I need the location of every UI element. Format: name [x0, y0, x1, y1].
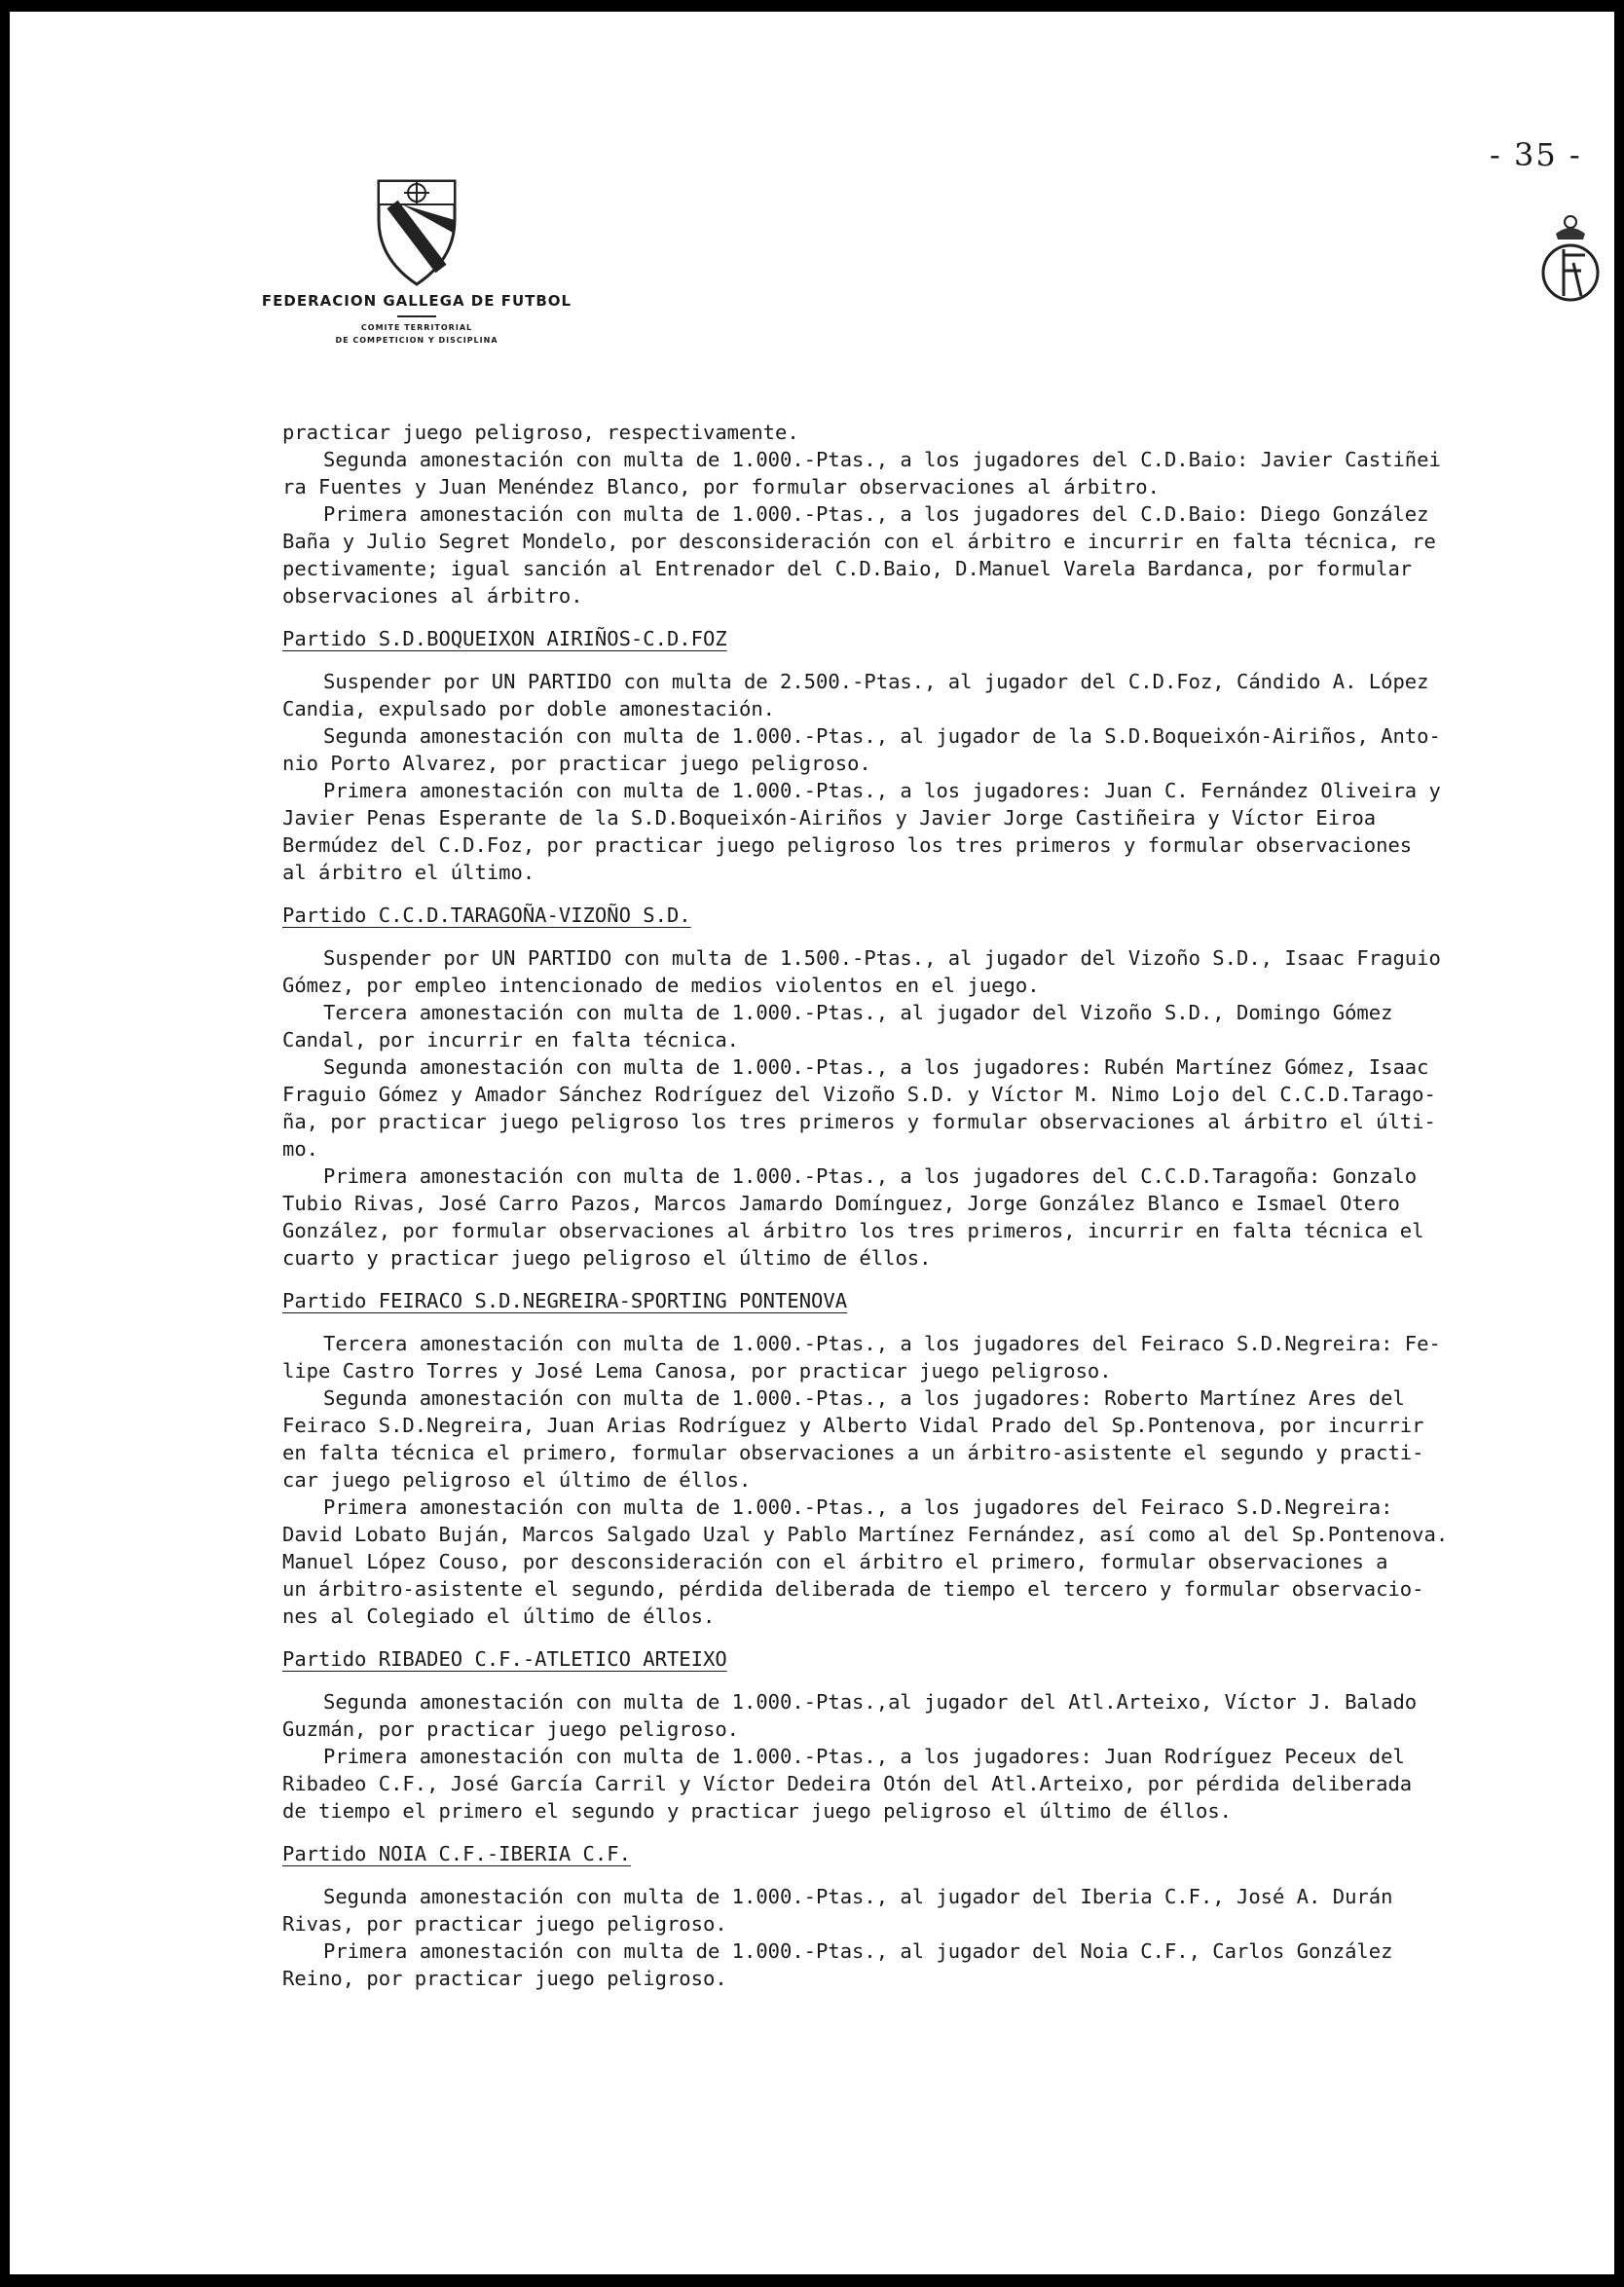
- text-line: Manuel López Couso, por desconsideración con el árbitro el primero, formular observaciones a: [282, 1550, 1388, 1573]
- text-line: de tiempo el primero el segundo y practicar juego peligroso el último de éllos.: [282, 1799, 1233, 1823]
- document-body: [282, 419, 1608, 1992]
- text-line: Segunda amonestación con multa de 1.000.-Ptas., a los jugadores del C.D.Baio: Javier Castiñei: [323, 448, 1441, 471]
- federation-name: FEDERACION GALLEGA DE FUTBOL: [261, 292, 572, 310]
- document-page: [10, 12, 1614, 2274]
- text-line: David Lobato Buján, Marcos Salgado Uzal y Pablo Martínez Fernández, así como al del Sp.Pontenova.: [282, 1523, 1449, 1546]
- match-heading: [282, 1645, 1608, 1673]
- text-line: practicar juego peligroso, respectivamente.: [282, 421, 799, 444]
- text-line: lipe Castro Torres y José Lema Canosa, por practicar juego peligroso.: [282, 1359, 1112, 1383]
- text-line: Primera amonestación con multa de 1.000.-Ptas., a los jugadores del Feiraco S.D.Negreira:: [323, 1495, 1393, 1519]
- text-line: mo.: [282, 1137, 319, 1161]
- match-heading-text: Partido S.D.BOQUEIXON AIRIÑOS-C.D.FOZ: [282, 627, 727, 650]
- text-line: Segunda amonestación con multa de 1.000.-Ptas., a los jugadores: Roberto Martínez Ares del: [323, 1386, 1405, 1410]
- text-line: Guzmán, por practicar juego peligroso.: [282, 1717, 739, 1741]
- text-line: en falta técnica el primero, formular observaciones a un árbitro-asistente el segundo y practi-: [282, 1441, 1424, 1464]
- text-line: Bermúdez del C.D.Foz, por practicar juego peligroso los tres primeros y formular observaciones: [282, 833, 1413, 857]
- text-line: al árbitro el último.: [282, 861, 535, 884]
- text-line: Primera amonestación con multa de 1.000.-Ptas., al jugador del Noia C.F., Carlos González: [323, 1939, 1393, 1963]
- match-heading: [282, 625, 1608, 652]
- text-line: Tercera amonestación con multa de 1.000.-Ptas., al jugador del Vizoño S.D., Domingo Gómez: [323, 1001, 1393, 1024]
- committee-line-1: COMITE TERRITORIAL: [360, 323, 473, 332]
- text-line: ña, por practicar juego peligroso los tres primeros y formular observaciones al árbitro el últi-: [282, 1110, 1436, 1133]
- federation-emblem-icon: [1536, 206, 1605, 314]
- text-line: Primera amonestación con multa de 1.000.-Ptas., a los jugadores: Juan Rodríguez Peceux del: [323, 1745, 1405, 1768]
- match-heading: [282, 1840, 1608, 1867]
- text-line: Segunda amonestación con multa de 1.000.-Ptas.,al jugador del Atl.Arteixo, Víctor J. Balado: [323, 1690, 1418, 1714]
- text-line: Fraguio Gómez y Amador Sánchez Rodríguez del Vizoño S.D. y Víctor M. Nimo Lojo del C.C.D.Tarago-: [282, 1083, 1436, 1106]
- text-line: Segunda amonestación con multa de 1.000.-Ptas., al jugador del Iberia C.F., José A. Durán: [323, 1885, 1393, 1908]
- match-heading-text: Partido NOIA C.F.-IBERIA C.F.: [282, 1842, 631, 1865]
- match-heading-text: Partido FEIRACO S.D.NEGREIRA-SPORTING PONTENOVA: [282, 1289, 848, 1312]
- match-heading: [282, 902, 1608, 929]
- match-heading-text: Partido C.C.D.TARAGOÑA-VIZOÑO S.D.: [282, 904, 691, 927]
- match-heading: [282, 1287, 1608, 1314]
- text-line: observaciones al árbitro.: [282, 584, 583, 608]
- text-line: Reino, por practicar juego peligroso.: [282, 1967, 727, 1990]
- text-line: Candia, expulsado por doble amonestación.: [282, 697, 776, 720]
- text-line: Candal, por incurrir en falta técnica.: [282, 1028, 739, 1051]
- text-line: nes al Colegiado el último de éllos.: [282, 1605, 716, 1628]
- match-heading-text: Partido RIBADEO C.F.-ATLETICO ARTEIXO: [282, 1647, 727, 1671]
- page-number: - 35 -: [1490, 136, 1582, 173]
- text-line: Primera amonestación con multa de 1.000.-Ptas., a los jugadores del C.C.D.Taragoña: Gonzalo: [323, 1164, 1418, 1188]
- text-line: Suspender por UN PARTIDO con multa de 2.500.-Ptas., al jugador del C.D.Foz, Cándido A. López: [323, 670, 1429, 693]
- federation-header: [261, 175, 572, 389]
- text-line: Segunda amonestación con multa de 1.000.-Ptas., a los jugadores: Rubén Martínez Gómez, Isaac: [323, 1055, 1429, 1079]
- text-line: ra Fuentes y Juan Menéndez Blanco, por formular observaciones al árbitro.: [282, 475, 1160, 498]
- header-divider: [397, 315, 436, 317]
- text-line: car juego peligroso el último de éllos.: [282, 1468, 752, 1492]
- text-line: Gómez, por empleo intencionado de medios violentos en el juego.: [282, 974, 1040, 997]
- text-line: Segunda amonestación con multa de 1.000.-Ptas., al jugador de la S.D.Boqueixón-Airiños, Anto-: [323, 724, 1441, 748]
- text-line: Baña y Julio Segret Mondelo, por desconsideración con el árbitro e incurrir en falta técnica, re: [282, 530, 1436, 553]
- text-line: Feiraco S.D.Negreira, Juan Arias Rodríguez y Alberto Vidal Prado del Sp.Pontenova, por incurrir: [282, 1414, 1424, 1437]
- text-line: Tubio Rivas, José Carro Pazos, Marcos Jamardo Domínguez, Jorge González Blanco e Ismael Otero: [282, 1192, 1400, 1215]
- text-line: Primera amonestación con multa de 1.000.-Ptas., a los jugadores: Juan C. Fernández Oliveira y: [323, 779, 1441, 802]
- text-line: Ribadeo C.F., José García Carril y Víctor Dedeira Otón del Atl.Arteixo, por pérdida deliberada: [282, 1772, 1413, 1795]
- federation-shield-icon: [373, 175, 461, 288]
- text-line: Javier Penas Esperante de la S.D.Boqueixón-Airiños y Javier Jorge Castiñeira y Víctor Eiroa: [282, 806, 1377, 830]
- text-line: nio Porto Alvarez, por practicar juego peligroso.: [282, 752, 871, 775]
- text-line: pectivamente; igual sanción al Entrenador del C.D.Baio, D.Manuel Varela Bardanca, por formular: [282, 557, 1413, 580]
- text-line: Primera amonestación con multa de 1.000.-Ptas., a los jugadores del C.D.Baio: Diego González: [323, 502, 1429, 526]
- text-line: Tercera amonestación con multa de 1.000.-Ptas., a los jugadores del Feiraco S.D.Negreira: Fe-: [323, 1332, 1441, 1355]
- text-line: Rivas, por practicar juego peligroso.: [282, 1912, 727, 1936]
- text-line: Suspender por UN PARTIDO con multa de 1.500.-Ptas., al jugador del Vizoño S.D., Isaac Fraguio: [323, 946, 1441, 970]
- text-line: González, por formular observaciones al árbitro los tres primeros, incurrir en falta técnica el: [282, 1219, 1424, 1242]
- committee-line-2: DE COMPETICION Y DISCIPLINA: [335, 336, 498, 345]
- text-line: un árbitro-asistente el segundo, pérdida deliberada de tiempo el tercero y formular observacio-: [282, 1577, 1424, 1601]
- text-line: cuarto y practicar juego peligroso el último de éllos.: [282, 1246, 932, 1270]
